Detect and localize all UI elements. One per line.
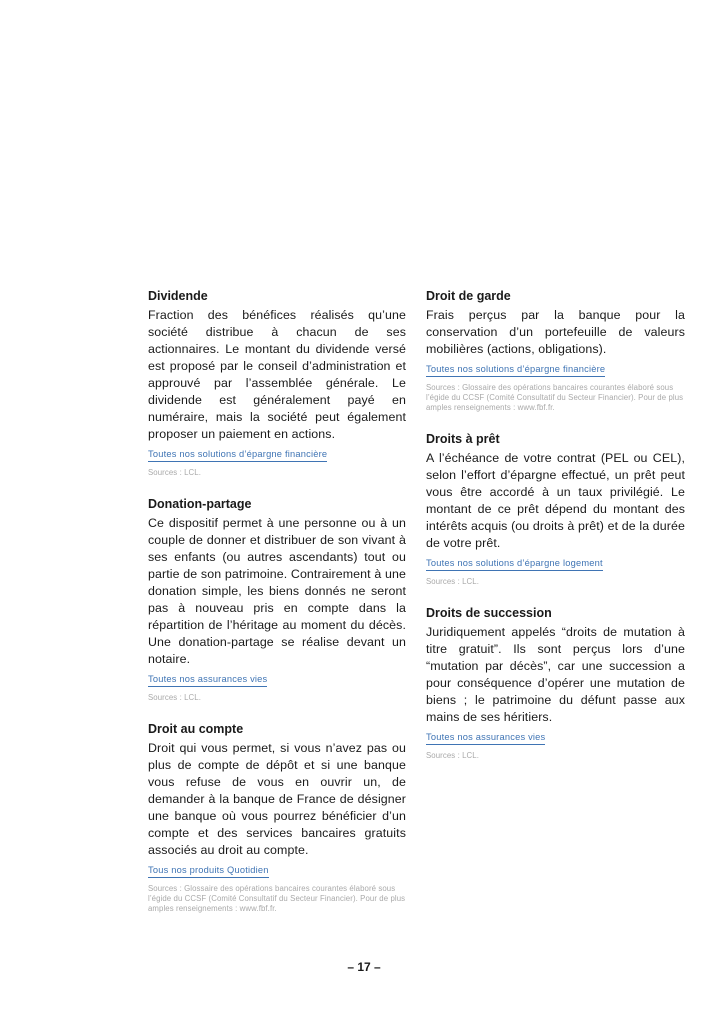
entry-title: Droits de succession <box>426 606 552 620</box>
entry-source: Sources : Glossaire des opérations bancaires courantes élaboré sous l’égide du CCSF (Comité Consultatif du Secteur Financier). Pour de plus amples renseignements : www.fbf.fr. <box>426 383 684 412</box>
entry-droits-a-pret <box>426 431 685 587</box>
entry-dividende <box>148 288 406 478</box>
entry-source: Sources : LCL. <box>426 577 479 586</box>
entry-droits-de-succession <box>426 605 685 761</box>
entry-title: Droits à prêt <box>426 432 500 446</box>
entry-link[interactable]: Toutes nos assurances vies <box>426 731 545 745</box>
entry-link[interactable]: Toutes nos solutions d’épargne logement <box>426 557 603 571</box>
entry-link[interactable]: Toutes nos solutions d’épargne financière <box>148 448 327 462</box>
entry-definition: Frais perçus par la banque pour la conservation d’un portefeuille de valeurs mobilières (actions, obligations). <box>426 308 685 356</box>
entry-title: Droit de garde <box>426 289 511 303</box>
right-column <box>426 288 685 779</box>
entry-definition: Droit qui vous permet, si vous n’avez pas ou plus de compte de dépôt et si une banque vous refuse de vous en ouvrir un, de demander à la banque de France de désigner une banque où vous pourrez bénéficier d’un compte et des services bancaires gratuits associés au droit au compte. <box>148 741 406 857</box>
entry-definition: A l’échéance de votre contrat (PEL ou CEL), selon l’effort d’épargne effectué, un prêt peut vous être accordé à un taux privilégié. Le montant de ce prêt dépend du montant des intérêts acquis (ou droits à prêt) et de la durée de votre prêt. <box>426 451 685 550</box>
entry-title: Dividende <box>148 289 208 303</box>
entry-title: Donation-partage <box>148 497 252 511</box>
entry-link[interactable]: Toutes nos solutions d’épargne financière <box>426 363 605 377</box>
entry-donation-partage <box>148 496 406 703</box>
entry-source: Sources : LCL. <box>426 751 479 760</box>
entry-source: Sources : LCL. <box>148 468 201 477</box>
entry-source: Sources : Glossaire des opérations bancaires courantes élaboré sous l’égide du CCSF (Comité Consultatif du Secteur Financier). Pour de plus amples renseignements : www.fbf.fr. <box>148 884 406 913</box>
entry-definition: Fraction des bénéfices réalisés qu’une société distribue à chacun de ses actionnaires. Le montant du dividende versé est proposé par le conseil d’administration et approuvé par l’assemblée générale. Le dividende est généralement payé en numéraire, mais la société peut également proposer un paiement en actions. <box>148 308 406 441</box>
entry-link[interactable]: Tous nos produits Quotidien <box>148 864 269 878</box>
entry-droit-de-garde <box>426 288 685 413</box>
left-column <box>148 288 406 932</box>
entry-title: Droit au compte <box>148 722 244 736</box>
entry-link[interactable]: Toutes nos assurances vies <box>148 673 267 687</box>
entry-definition: Juridiquement appelés “droits de mutation à titre gratuit”. Ils sont perçus lors d’une “mutation par décès”, car une succession a pour conséquence d’opérer une mutation de biens ; le patrimoine du défunt passe aux mains de ses héritiers. <box>426 625 685 724</box>
page-number: – 17 – <box>347 960 381 974</box>
entry-droit-au-compte <box>148 721 406 914</box>
entry-definition: Ce dispositif permet à une personne ou à un couple de donner et distribuer de son vivant à ses enfants (ou autres ascendants) tout ou partie de son patrimoine. Contrairement à une donation simple, les biens donnés ne seront pas à nouveau pris en compte dans la répartition de l’héritage au moment du décès. Une donation-partage se réalise devant un notaire. <box>148 516 406 666</box>
entry-source: Sources : LCL. <box>148 693 201 702</box>
